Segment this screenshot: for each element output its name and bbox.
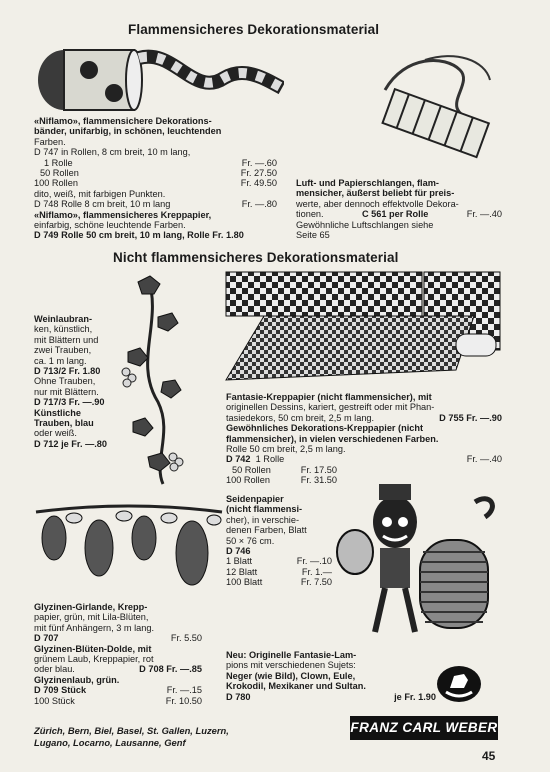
seiden-line: cher), in verschie- (226, 514, 300, 525)
lampion-line: pions mit verschiedenen Sujets: (226, 660, 356, 671)
lampion-line: Neu: Originelle Fantasie-Lam- (226, 650, 357, 660)
luft-line-5: Gewöhnliche Luftschlangen siehe (296, 219, 434, 230)
weinlaub-line: mit Blättern und (34, 334, 99, 345)
price-row: oder blau. D 708 Fr. —.85 (34, 664, 202, 675)
seiden-line: Seidenpapier (226, 494, 284, 504)
weinlaub-line: ca. 1 m lang. (34, 355, 87, 366)
krepp-line-1: «Niflamo», flammensicheres Kreppapier, (34, 209, 212, 220)
krepp-line-2: einfarbig, schöne leuchtende Farben. (34, 220, 186, 231)
luft-line-1: Luft- und Papierschlangen, flam- (296, 178, 439, 188)
gewoehnlich-line: flammensicher), in vielen verschiedenen Farben. (226, 433, 439, 444)
fantasie-code-row: tasiedekors, 50 cm breit, 2,5 m lang. D 755 Fr. —.90 (226, 412, 502, 423)
glyzinen-line: grünem Laub, Kreppapier, rot (34, 654, 154, 665)
luftschlangen-block (296, 178, 502, 240)
luft-line-3: werte, aber dennoch effektvolle Dekora- (296, 198, 459, 209)
niflamo-desc-1: «Niflamo», flammensichere Dekorations- (34, 116, 212, 126)
lampion-figure-illustration (335, 482, 503, 642)
seidenpapier-block (226, 494, 332, 588)
page-number: 45 (482, 749, 496, 763)
niflamo-block (34, 116, 277, 241)
section-title-nicht-flammensicher: Nicht flammensicheres Dekorationsmaterial (113, 250, 399, 265)
grapevine-illustration (118, 272, 198, 487)
weinlaub-line: Weinlaubran- (34, 314, 93, 324)
weinlaub-code: D 712 je Fr. —.80 (34, 438, 108, 449)
gewoehnlich-line: Gewöhnliches Dekorations-Kreppapier (nicht (226, 423, 424, 434)
d749-line: D 749 Rolle 50 cm breit, 10 m lang, Rolle Fr. 1.80 (34, 230, 244, 241)
weinlaub-block (34, 314, 122, 449)
weinlaub-code: D 713/2 Fr. 1.80 (34, 366, 101, 377)
seiden-line: (nicht flammensi- (226, 504, 303, 515)
seiden-line: 50 × 76 cm. (226, 535, 275, 546)
ribbon-rolls-illustration (34, 38, 284, 114)
weinlaub-line: nur mit Blättern. (34, 386, 99, 397)
d747-line: D 747 in Rollen, 8 cm breit, 10 m lang, (34, 147, 191, 158)
weinlaub-line: oder weiß. (34, 428, 77, 439)
weinlaub-line: ken, künstlich, (34, 324, 93, 335)
d742-row: D 742 1 Rolle Fr. —.40 (226, 454, 502, 465)
price-row: 12 Blatt Fr. 1.— (226, 566, 332, 577)
checkered-paper-illustration (224, 270, 502, 388)
price-row: 1 Blatt Fr. —.10 (226, 556, 332, 567)
glyzinen-line: mit fünf Anhängern, 3 m lang. (34, 622, 155, 633)
weinlaub-line: zwei Trauben, (34, 345, 92, 356)
lampion-code-row: D 780 je Fr. 1.90 (226, 691, 436, 702)
price-row: D 709 Stück Fr. —.15 (34, 685, 202, 696)
glyzinen-line: Glyzinen-Girlande, Krepp- (34, 602, 148, 612)
price-row: 100 Stück Fr. 10.50 (34, 695, 202, 706)
price-row: 100 Rollen Fr. 31.50 (226, 475, 337, 486)
fantasie-line: Fantasie-Kreppapier (nicht flammensicher), mit (226, 392, 432, 402)
price-row: 1 Rolle Fr. —.60 (44, 157, 277, 168)
weinlaub-line: Künstliche (34, 407, 81, 418)
lampion-line: Neger (wie Bild), Clown, Eule, (226, 670, 356, 681)
fantasie-line: originellen Dessins, kariert, gestreift oder mit Phan- (226, 402, 435, 413)
seiden-line: denen Farben, Blatt (226, 525, 307, 536)
gewoehnlich-line: Rolle 50 cm breit, 2,5 m lang. (226, 444, 346, 455)
dito-line: dito, weiß, mit farbigen Punkten. (34, 188, 166, 199)
weinlaub-line: Trauben, blau (34, 418, 94, 429)
rocking-horse-logo-icon (434, 664, 484, 704)
price-row: 50 Rollen Fr. 27.50 (40, 168, 277, 179)
price-row: 100 Blatt Fr. 7.50 (226, 577, 332, 588)
luft-line-6: Seite 65 (296, 230, 330, 241)
section-title-flammensicher: Flammensicheres Dekorationsmaterial (128, 22, 380, 37)
glyzinen-line: Glyzinenlaub, grün. (34, 674, 120, 685)
glyzinen-line: papier, grün, mit Lila-Blüten, (34, 612, 149, 623)
wisteria-garland-illustration (34, 498, 224, 598)
price-row: D 748 Rolle 8 cm breit, 10 m lang Fr. —.80 (34, 199, 277, 210)
streamers-illustration (365, 50, 500, 165)
weinlaub-line: Ohne Trauben, (34, 376, 96, 387)
price-row: D 707 Fr. 5.50 (34, 633, 202, 644)
weinlaub-code: D 717/3 Fr. —.90 (34, 397, 105, 408)
glyzinen-block (34, 602, 202, 706)
lampions-block (226, 650, 436, 702)
luft-code-row: tionen. C 561 per Rolle Fr. —.40 (296, 209, 502, 220)
luft-line-2: mensicher, äußerst beliebt für preis- (296, 188, 455, 199)
niflamo-desc-3: Farben. (34, 136, 66, 147)
cities-line-2: Lugano, Locarno, Lausanne, Genf (34, 737, 186, 748)
lampion-line: Krokodil, Mexikaner und Sultan. (226, 681, 366, 692)
franz-carl-weber-logo: FRANZ CARL WEBER (350, 716, 498, 740)
glyzinen-line: Glyzinen-Blüten-Dolde, mit (34, 643, 152, 654)
cities-line-1: Zürich, Bern, Biel, Basel, St. Gallen, Luzern, (34, 725, 229, 736)
price-row: 100 Rollen Fr. 49.50 (34, 178, 277, 189)
seiden-code: D 746 (226, 546, 251, 557)
price-row: 50 Rollen Fr. 17.50 (232, 464, 337, 475)
fantasie-block (226, 392, 502, 486)
niflamo-desc-2: bänder, unifarbig, in schönen, leuchtenden (34, 126, 222, 137)
